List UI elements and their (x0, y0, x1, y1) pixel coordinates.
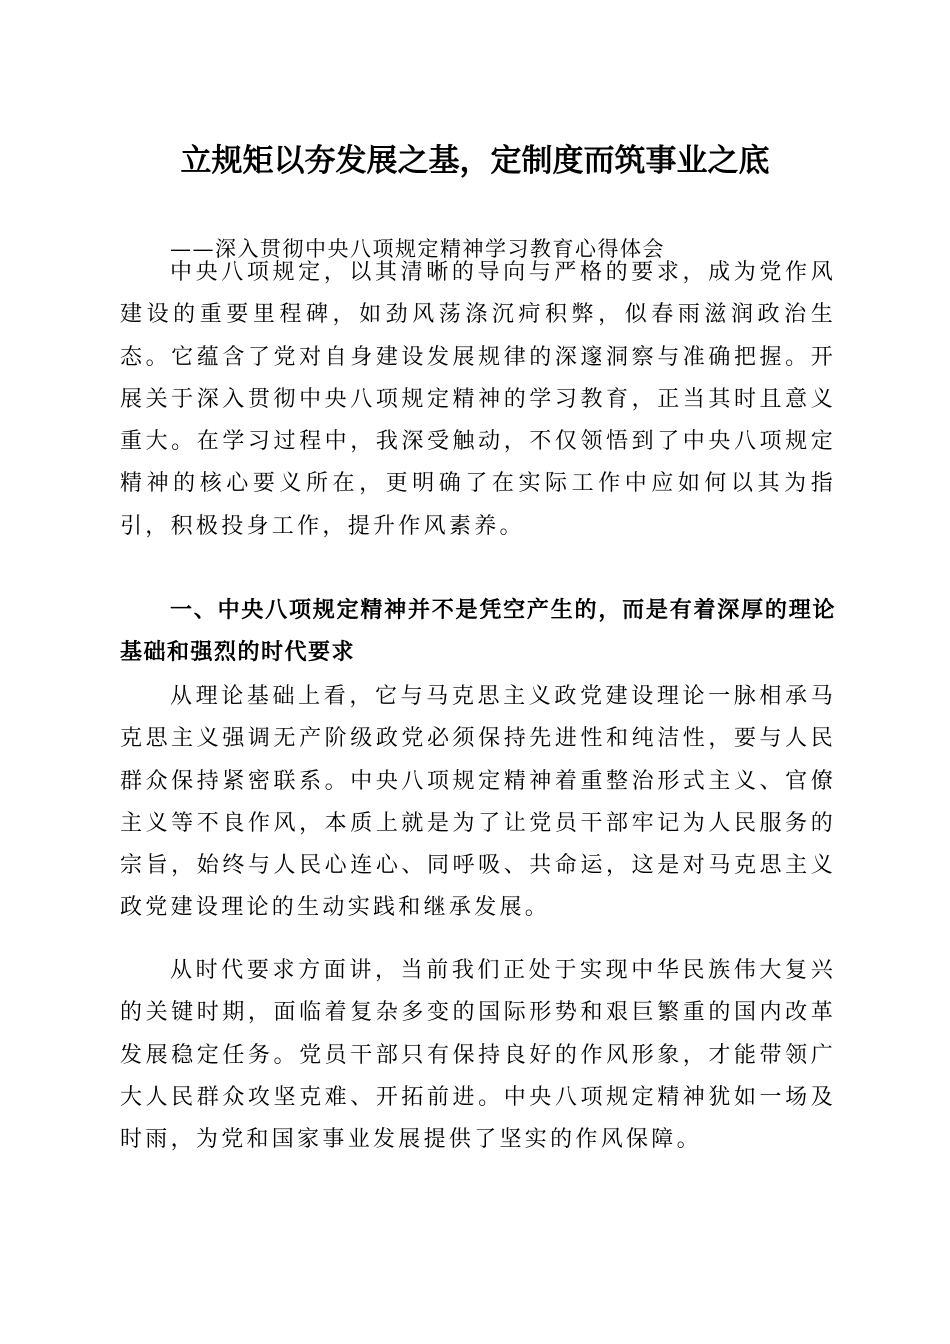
intro-paragraph: 中央八项规定，以其清晰的导向与严格的要求，成为党作风建设的重要里程碑，如劲风荡涤沉疴积弊，似春雨滋润政治生态。它蕴含了党对自身建设发展规律的深邃洞察与准确把握。开展关于深入贯彻中央八项规定精神的学习教育，正当其时且意义重大。在学习过程中，我深受触动，不仅领悟到了中央八项规定精神的核心要义所在，更明确了在实际工作中应如何以其为指引，积极投身工作，提升作风素养。 (120, 260, 836, 539)
section-heading-1: 一、中央八项规定精神并不是凭空产生的，而是有着深厚的理论基础和强烈的时代要求 (120, 598, 836, 666)
document-title: 立规矩以夯发展之基，定制度而筑事业之底 (180, 143, 770, 179)
theory-paragraph: 从理论基础上看，它与马克思主义政党建设理论一脉相承马克思主义强调无产阶级政党必须保持先进性和纯洁性，要与人民群众保持紧密联系。中央八项规定精神着重整治形式主义、官僚主义等不良作风，本质上就是为了让党员干部牢记为人民服务的宗旨，始终与人民心连心、同呼吸、共命运，这是对马克思主义政党建设理论的生动实践和继承发展。 (120, 684, 836, 921)
era-paragraph: 从时代要求方面讲，当前我们正处于实现中华民族伟大复兴的关键时期，面临着复杂多变的国际形势和艰巨繁重的国内改革发展稳定任务。党员干部只有保持良好的作风形象，才能带领广大人民群众攻坚克难、开拓前进。中央八项规定精神犹如一场及时雨，为党和国家事业发展提供了坚实的作风保障。 (120, 958, 836, 1153)
document-subtitle: ——深入贯彻中央八项规定精神学习教育心得体会 (170, 237, 665, 261)
